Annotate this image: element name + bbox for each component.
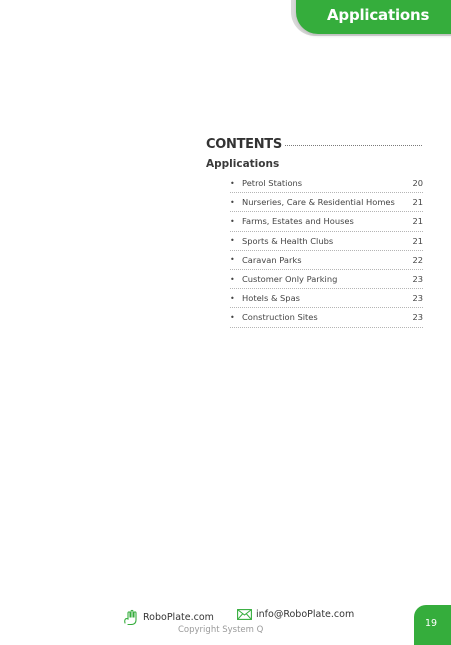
contents-title: CONTENTS — [206, 137, 282, 152]
hand-icon — [122, 609, 140, 625]
envelope-icon — [237, 609, 252, 620]
contents-heading — [206, 137, 422, 152]
toc-item[interactable] — [230, 212, 423, 231]
toc-item[interactable] — [230, 289, 423, 308]
contents-leader-dots — [285, 144, 422, 146]
bullet-icon: • — [230, 236, 235, 246]
bullet-icon: • — [230, 312, 235, 322]
toc-item-label: Farms, Estates and Houses — [242, 216, 354, 227]
toc-item[interactable] — [230, 174, 423, 193]
toc-item-page: 23 — [412, 293, 423, 304]
bullet-icon: • — [230, 274, 235, 284]
toc-item-page: 21 — [412, 235, 423, 246]
toc-list — [230, 174, 423, 328]
bullet-icon: • — [230, 197, 235, 207]
section-title: Applications — [206, 158, 280, 170]
toc-item-page: 23 — [412, 312, 423, 323]
footer-email-link[interactable] — [237, 609, 354, 620]
toc-item-page: 20 — [412, 178, 423, 189]
toc-item[interactable] — [230, 232, 423, 251]
bullet-icon: • — [230, 293, 235, 303]
copyright: Copyright System Q — [178, 625, 264, 635]
toc-item[interactable] — [230, 251, 423, 270]
bullet-icon: • — [230, 178, 235, 188]
bullet-icon: • — [230, 216, 235, 226]
toc-item[interactable] — [230, 308, 423, 327]
toc-item-label: Sports & Health Clubs — [242, 235, 334, 246]
page-number-badge — [414, 605, 451, 645]
toc-item-label: Petrol Stations — [242, 178, 303, 189]
toc-item-label: Nurseries, Care & Residential Homes — [242, 197, 395, 208]
toc-item[interactable] — [230, 193, 423, 212]
toc-item-label: Customer Only Parking — [242, 274, 338, 285]
footer-email: info@RoboPlate.com — [256, 609, 355, 620]
toc-item-page: 21 — [412, 197, 423, 208]
toc-item-page: 23 — [412, 274, 423, 285]
footer-website: RoboPlate.com — [143, 611, 214, 623]
page-title: Applications — [327, 6, 430, 24]
bullet-icon: • — [230, 255, 235, 265]
toc-item-page: 22 — [412, 254, 423, 265]
toc-item-page: 21 — [412, 216, 423, 227]
toc-item-label: Hotels & Spas — [242, 293, 300, 304]
toc-item[interactable] — [230, 270, 423, 289]
page-number: 19 — [424, 618, 438, 629]
footer-website-link[interactable] — [122, 609, 214, 625]
toc-item-label: Caravan Parks — [242, 254, 302, 265]
toc-item-label: Construction Sites — [242, 312, 318, 323]
